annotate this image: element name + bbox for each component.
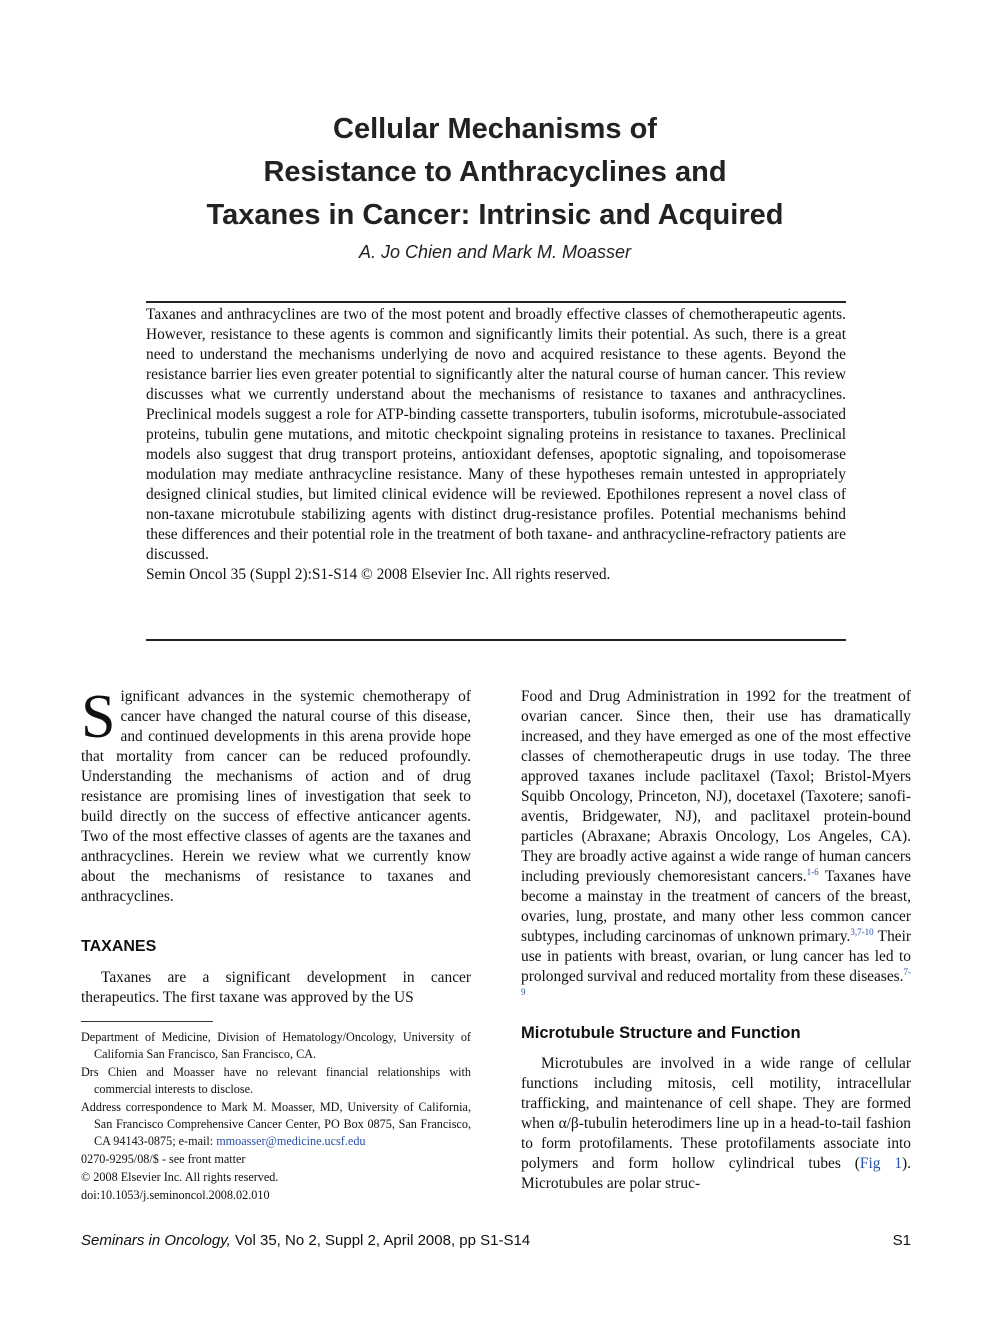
address-text: Address correspondence to Mark M. Moasser, MD, University of California, San Francisco Comprehensive Cancer Center, PO Box 0875, San Francisco, CA 94143-0875; e-mail:	[81, 1100, 471, 1148]
abstract-citation: Semin Oncol 35 (Suppl 2):S1-S14 © 2008 Elsevier Inc. All rights reserved.	[146, 566, 611, 583]
footnotes	[81, 1029, 471, 1205]
footnote-affiliation: Department of Medicine, Division of Hematology/Oncology, University of California San Francisco, San Francisco, CA.	[81, 1030, 471, 1061]
p1-part-b: Taxanes have become a mainstay in the treatment of cancers of the breast, ovaries, lung, prostate, and many other less common cancer subtypes, including carcinomas of unknown primary.	[521, 868, 911, 945]
page-number: S1	[892, 1232, 911, 1249]
title-line-2: Resistance to Anthracyclines and	[263, 156, 727, 188]
footnote-issn: 0270-9295/08/$ - see front matter	[81, 1152, 246, 1166]
section-heading-taxanes: TAXANES	[81, 938, 157, 955]
abstract	[146, 305, 846, 585]
intro-text: ignificant advances in the systemic chemotherapy of cancer have changed the natural course of this disease, and continued developments in this arena provide hope that mortality from cancer can be reduced profoundly. Understanding the mechanisms of action and of drug resistance are promising lines of investigation that seek to build directly on the success of effective anticancer agents. Two of the most effective classes of agents are the taxanes and anthracyclines. Herein we review what we currently know about the mechanisms of resistance to taxanes and anthracyclines.	[81, 688, 471, 905]
abstract-bottom-rule	[146, 639, 846, 641]
footer-journal: Seminars in Oncology,	[81, 1232, 231, 1249]
intro-paragraph	[81, 683, 471, 907]
email-link[interactable]: mmoasser@medicine.ucsf.edu	[216, 1134, 366, 1148]
taxanes-paragraph: Taxanes are a significant development in cancer therapeutics. The first taxane was approved by the US	[81, 969, 471, 1006]
microtubule-paragraph	[521, 1054, 911, 1194]
abstract-text: Taxanes and anthracyclines are two of the most potent and broadly effective classes of chemotherapeutic agents. However, resistance to these agents is common and significantly limits their potential. As such, there is a great need to understand the mechanisms underlying de novo and acquired resistance to these agents. Beyond the resistance barrier lies even greater potential to significantly alter the natural course of human cancer. This review discusses what we currently understand about the mechanisms of resistance to taxanes and anthracyclines. Preclinical models suggest a role for ATP-binding cassette transporters, tubulin isoforms, microtubule-associated proteins, tubulin gene mutations, and mitotic checkpoint signaling proteins in resistance to taxanes. Preclinical models also suggest that drug transport proteins, antioxidant defenses, apoptotic signaling, and topoisomerase modulation may mediate anthracycline resistance. Many of these hypotheses remain untested in appropriately designed clinical studies, but limited clinical evidence will be reviewed. Epothilones represent a novel class of non-taxane microtubule stabilizing agents with distinct drug-resistance profiles. Potential mechanisms behind these differences and their potential role in the treatment of both taxane- and anthracycline-refractory patients are discussed.	[146, 306, 846, 563]
footnote-copyright: © 2008 Elsevier Inc. All rights reserved.	[81, 1170, 279, 1184]
reference-3-7-10[interactable]: 3,7-10	[850, 927, 874, 937]
reference-1-6[interactable]: 1-6	[806, 867, 819, 877]
left-column	[81, 683, 471, 1008]
p2-part-a: Microtubules are involved in a wide range of cellular functions including mitosis, cell motility, intracellular trafficking, and maintenance of cell shape. They are formed when α/β-tubulin heterodimers line up in a head-to-tail fashion to form protofilaments. These protofilaments associate into polymers and form hollow cylindrical tubes (	[521, 1055, 911, 1172]
taxanes-continued-paragraph	[521, 687, 911, 1007]
drop-cap: S	[81, 683, 116, 751]
reference-7-9[interactable]: 7-9	[521, 967, 911, 997]
article-title	[0, 108, 990, 237]
p1-part-a: Food and Drug Administration in 1992 for the treatment of ovarian cancer. Since then, their use has dramatically increased, and they have emerged as one of the most effective classes of chemotherapeutic drugs in use today. The three approved taxanes include paclitaxel (Taxol; Bristol-Myers Squibb Oncology, Princeton, NJ), docetaxel (Taxotere; sanofi-aventis, Bridgewater, NJ), and paclitaxel protein-bound particles (Abraxane; Abraxis Oncology, Los Angeles, CA). They are broadly active against a wide range of human cancers including previously chemoresistant cancers.	[521, 688, 911, 885]
title-line-1: Cellular Mechanisms of	[333, 113, 657, 145]
figure-1-link[interactable]: Fig 1	[859, 1155, 903, 1172]
p2-part-b: ). Microtubules are polar struc-	[521, 1155, 912, 1192]
page-footer	[81, 1232, 911, 1249]
footnote-disclosure: Drs Chien and Moasser have no relevant financial relationships with commercial interests to disclose.	[81, 1065, 471, 1096]
footer-details: Vol 35, No 2, Suppl 2, April 2008, pp S1-S14	[230, 1232, 531, 1249]
footnote-doi: doi:10.1053/j.seminoncol.2008.02.010	[81, 1188, 270, 1202]
footnote-rule	[81, 1021, 213, 1022]
abstract-top-rule	[146, 301, 846, 303]
section-heading-microtubule: Microtubule Structure and Function	[521, 1024, 801, 1042]
authors: A. Jo Chien and Mark M. Moasser	[358, 242, 632, 262]
footnote-address	[81, 1099, 471, 1150]
title-line-3: Taxanes in Cancer: Intrinsic and Acquired	[206, 199, 784, 231]
p1-part-c: Their use in patients with breast, ovarian, or lung cancer has led to prolonged survival and reduced mortality from these diseases.	[521, 928, 911, 985]
right-column	[521, 687, 911, 1194]
